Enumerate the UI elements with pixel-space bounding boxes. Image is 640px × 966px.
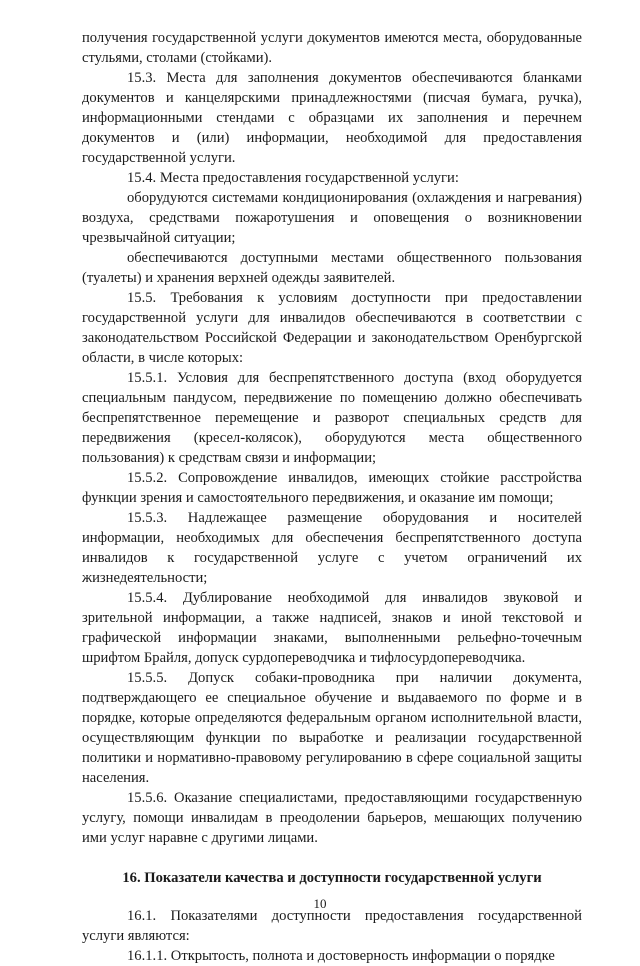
paragraph-15-5-2: 15.5.2. Сопровождение инвалидов, имеющих стойкие расстройства функции зрения и самостоятельного передвижения, и оказание им помощи; [82, 470, 582, 506]
paragraph-15-4-conditioning: оборудуются системами кондиционирования (охлаждения и нагревания) воздуха, средствами пожаротушения и оповещения о возникновении чрезвычайной ситуации; [82, 190, 582, 246]
section-heading: 16. Показатели качества и доступности государственной услуги [122, 870, 542, 886]
paragraph-15-4: 15.4. Места предоставления государственной услуги: [127, 170, 459, 186]
paragraph-16-1: 16.1. Показателями доступности предоставления государственной услуги являются: [82, 908, 582, 944]
paragraph-15-5-4: 15.5.4. Дублирование необходимой для инвалидов звуковой и зрительной информации, а также надписей, знаков и иной текстовой и графической информации знаками, выполненными рельефно-точечным шрифтом Брайля, допуск сурдопереводчика и тифлосурдопереводчика. [82, 590, 582, 666]
paragraph-15-5: 15.5. Требования к условиям доступности при предоставлении государственной услуги для инвалидов обеспечиваются в соответствии с законодательством Российской Федерации и законодательством Оренбургской области, в числе которых: [82, 290, 582, 366]
paragraph-continuation: получения государственной услуги документов имеются места, оборудованные стульями, столами (стойками). [82, 30, 582, 66]
paragraph-15-5-5: 15.5.5. Допуск собаки-проводника при наличии документа, подтверждающего ее специальное обучение и выдаваемого по форме и в порядке, которые определяются федеральным органом исполнительной власти, осуществляющим функции по выработке и реализации государственной политики и нормативно-правовому регулированию в сфере социальной защиты населения. [82, 670, 582, 786]
paragraph-15-4-facilities: обеспечиваются доступными местами общественного пользования (туалеты) и хранения верхней одежды заявителей. [82, 250, 582, 286]
document-page [82, 28, 582, 966]
paragraph-16-1-1: 16.1.1. Открытость, полнота и достоверность информации о порядке [127, 948, 555, 964]
paragraph-15-5-1: 15.5.1. Условия для беспрепятственного доступа (вход оборудуется специальным пандусом, передвижение по помещению должно обеспечивать беспрепятственное перемещение и разворот специальных средств для передвижения (кресел-колясок), оборудуются места общественного пользования) к средствам связи и информации; [82, 370, 582, 466]
page-number: 10 [313, 896, 327, 911]
paragraph-15-5-3: 15.5.3. Надлежащее размещение оборудования и носителей информации, необходимых для обеспечения беспрепятственного доступа инвалидов к государственной услуге с учетом ограничений их жизнедеятельности; [82, 510, 582, 586]
paragraph-15-5-6: 15.5.6. Оказание специалистами, предоставляющими государственную услугу, помощи инвалидам в преодолении барьеров, мешающих получению ими услуг наравне с другими лицами. [82, 790, 582, 846]
paragraph-15-3: 15.3. Места для заполнения документов обеспечиваются бланками документов и канцелярскими принадлежностями (писчая бумага, ручка), информационными стендами с образцами их заполнения и перечнем документов и (или) информации, необходимой для предоставления государственной услуги. [82, 70, 582, 166]
